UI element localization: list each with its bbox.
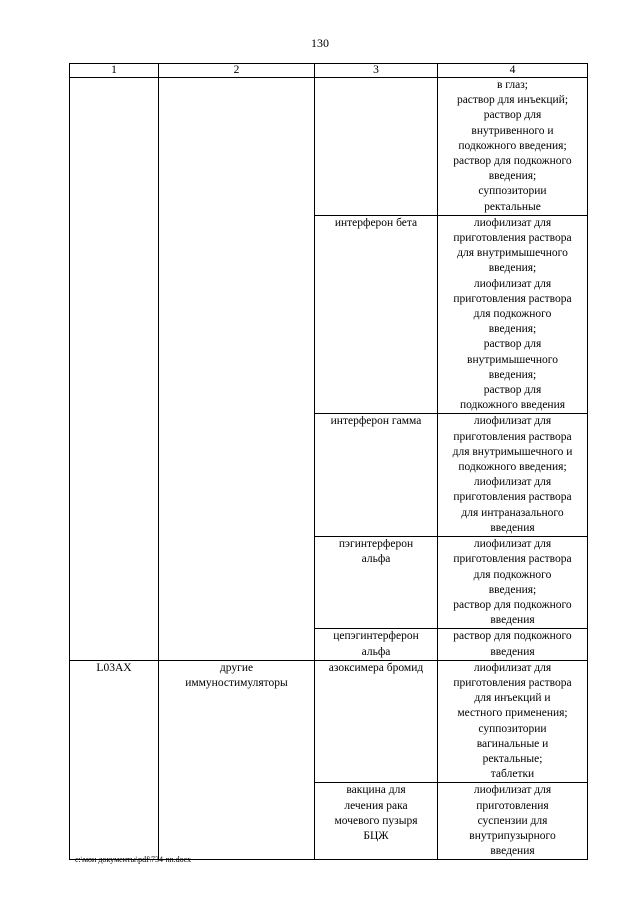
dosage-form-cell: лиофилизат для приготовления раствора для внутримышечного введения; лиофилизат для приготовления раствора для подкожного введения; раствор для внутримышечного введения; раствор для подкожного введения	[438, 215, 588, 414]
drug-name-cell	[315, 78, 438, 216]
table-row	[70, 660, 588, 783]
dosage-form-cell: в глаз; раствор для инъекций; раствор для внутривенного и подкожного введения; раствор для подкожного введения; суппозитории ректальные	[438, 78, 588, 216]
header-col-2: 2	[159, 64, 315, 78]
header-col-3: 3	[315, 64, 438, 78]
dosage-form-cell: лиофилизат для приготовления суспензии для внутрипузырного введения	[438, 783, 588, 860]
group-cell: другие иммуностимуляторы	[159, 660, 315, 860]
drug-name-cell: пэгинтерферон альфа	[315, 537, 438, 629]
drug-name-cell: азоксимера бромид	[315, 660, 438, 783]
drug-name-cell: вакцина для лечения рака мочевого пузыря БЦЖ	[315, 783, 438, 860]
dosage-form-cell: лиофилизат для приготовления раствора для подкожного введения; раствор для подкожного введения	[438, 537, 588, 629]
atc-code-cell	[70, 78, 159, 661]
drug-table	[69, 63, 588, 860]
atc-code-cell: L03AX	[70, 660, 159, 860]
dosage-form-cell: лиофилизат для приготовления раствора для инъекций и местного применения; суппозитории вагинальные и ректальные; таблетки	[438, 660, 588, 783]
table-row	[70, 78, 588, 216]
dosage-form-cell: лиофилизат для приготовления раствора для внутримышечного и подкожного введения; лиофилизат для приготовления раствора для интраназального введения	[438, 414, 588, 537]
file-path-footer: c:\мои документы\pdf\734-nn.docx	[75, 855, 192, 864]
drug-name-cell: интерферон бета	[315, 215, 438, 414]
drug-name-cell: цепэгинтерферон альфа	[315, 629, 438, 660]
table-header-row	[70, 64, 588, 78]
header-col-1: 1	[70, 64, 159, 78]
dosage-form-cell: раствор для подкожного введения	[438, 629, 588, 660]
page-number: 130	[311, 36, 329, 50]
group-cell	[159, 78, 315, 661]
header-col-4: 4	[438, 64, 588, 78]
drug-name-cell: интерферон гамма	[315, 414, 438, 537]
